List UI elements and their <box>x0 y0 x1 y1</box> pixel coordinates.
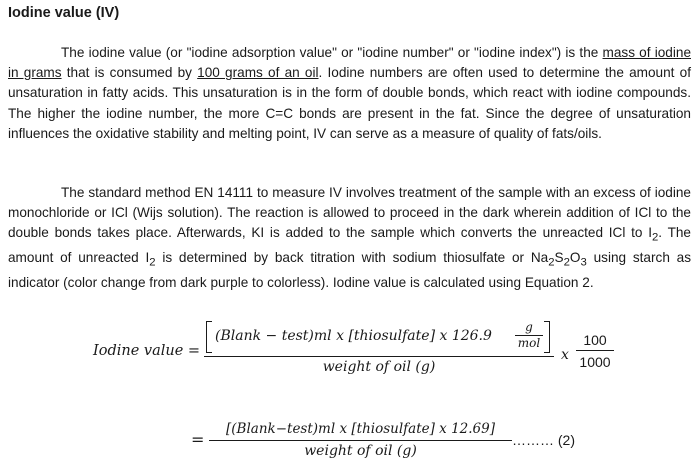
paragraph1-text-b: that is consumed by <box>61 65 198 81</box>
scale-numerator: 100 <box>583 332 607 348</box>
paragraph2-text-e: O <box>569 250 581 266</box>
subscript: 2 <box>548 257 555 270</box>
paragraph2-text-b: . The amount of unreacted I <box>8 225 691 266</box>
subscript: 2 <box>563 257 570 270</box>
equation-number: ……… (2) <box>512 432 575 448</box>
main-fraction-numerator <box>204 319 554 355</box>
paragraph-method <box>8 183 691 293</box>
subscript: 3 <box>580 257 587 270</box>
section-heading: Iodine value (IV) <box>8 5 120 21</box>
paragraph1-text-a: The iodine value (or "iodine adsorption value" or "iodine number" or "iodine index") is the <box>61 45 603 60</box>
subscript: 2 <box>149 257 156 270</box>
paragraph1-text-c: . Iodine numbers are often used to determine the amount of unsaturation in fatty acids. This unsaturation is in the form of double bonds, which react with iodine compounds. The higher the iodine number, the more C=C bonds are present in the fat. Since the degree of unsaturation influences the oxidative stability and melting point, IV can serve as a measure of quality of fats/oils. <box>8 65 692 141</box>
scale-denominator: 1000 <box>579 354 611 370</box>
simplified-denominator: weight of oil (g) <box>304 443 417 459</box>
unit-denominator: mol <box>517 336 541 350</box>
numerator-text: (Blank − test)ml x [thiosulfate] x 126.9 <box>215 328 492 344</box>
grams-of-oil-link[interactable]: 100 grams of an oil <box>197 65 319 81</box>
paragraph2-text-a: The standard method EN 14111 to measure IV involves treatment of the sample with an excess of iodine monochloride or ICl (Wijs solution). The reaction is allowed to proceed in the dark wherein addition of ICl to the double bonds takes place. Afterwards, KI is added to the sample which converts the unreacted ICl to I <box>8 185 691 241</box>
simplified-fraction-bar <box>209 440 512 441</box>
unit-numerator: g <box>525 320 533 334</box>
paragraph2-text-c: is determined by back titration with sodium thiosulfate or Na <box>155 250 549 266</box>
paragraph2-text-f: using starch as indicator (color change from dark purple to colorless). Iodine value is calculated using Equation 2. <box>8 250 692 291</box>
simplified-fraction <box>209 421 512 459</box>
mass-of-iodine-link[interactable]: mass of iodine in grams <box>8 45 691 81</box>
equation-lhs: Iodine value = <box>93 343 201 359</box>
scale-fraction-bar <box>576 350 614 351</box>
left-bracket <box>206 321 212 353</box>
subscript: 2 <box>651 232 659 245</box>
paragraph2-text-d: S <box>554 250 564 266</box>
simplified-numerator: [(Blank−test)ml x [thiosulfate] x 12.69] <box>226 421 495 437</box>
equals-sign: = <box>191 430 205 449</box>
paragraph-definition <box>8 43 691 144</box>
unit-fraction <box>513 321 545 350</box>
multiply-sign: x <box>561 347 569 363</box>
right-bracket <box>544 321 550 353</box>
main-fraction-denominator: weight of oil (g) <box>322 359 436 375</box>
scale-fraction <box>576 332 614 370</box>
main-fraction-bar <box>204 356 554 357</box>
